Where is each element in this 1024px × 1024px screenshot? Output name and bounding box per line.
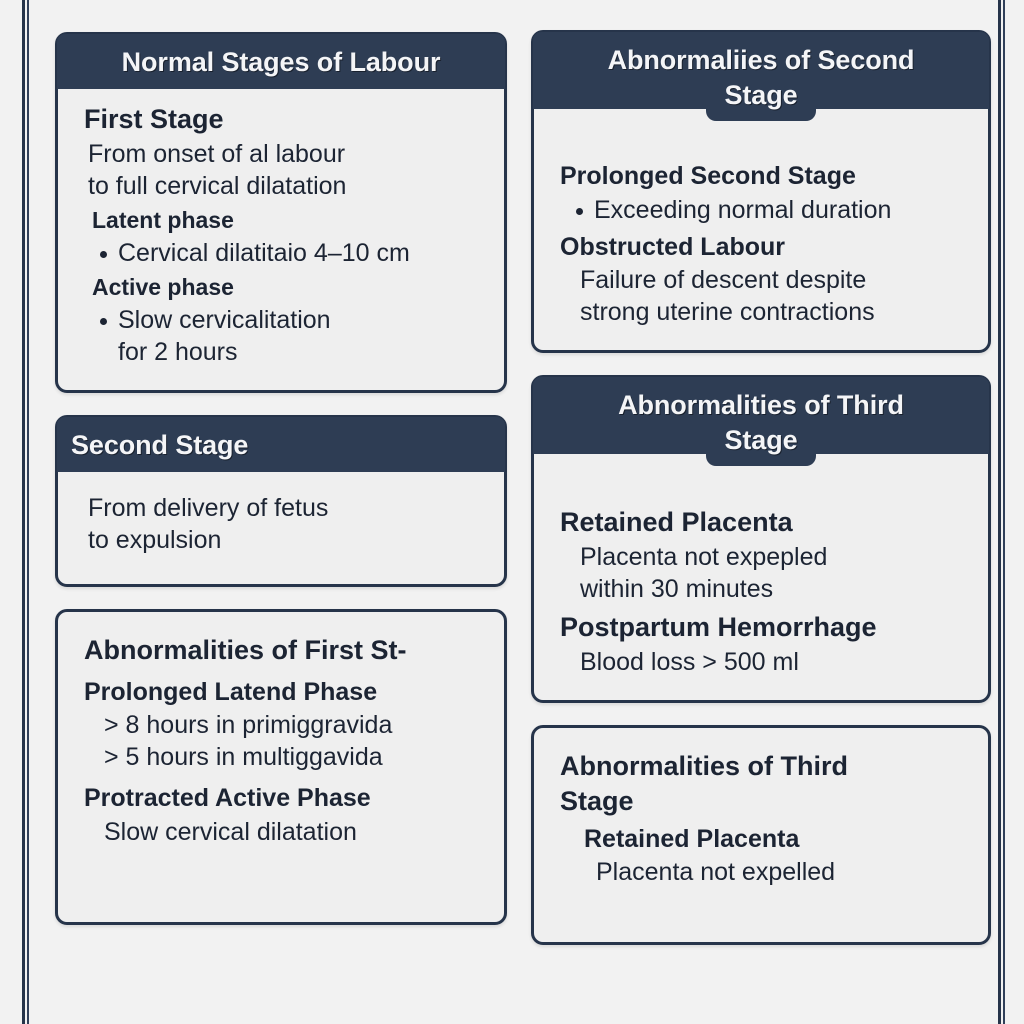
card-body-abnormalities-third-repeat: [534, 728, 988, 904]
latent-phase-bullet-text: Cervical dilatitaio 4–10 cm: [118, 238, 410, 267]
spacer: [550, 328, 972, 334]
obstructed-labour-subtitle: Obstructed Labour: [560, 232, 786, 261]
prolonged-second-stage-bullet: [576, 194, 972, 226]
first-stage-line-2: to full cervical dilatation: [88, 172, 347, 201]
card-header-label: Normal Stages of Labour: [121, 47, 441, 77]
card-body-abnormalities-first: [58, 612, 504, 864]
card-columns: [32, 0, 996, 1024]
active-phase-subtitle: Active phase: [92, 273, 234, 300]
second-stage-line-1: From delivery of fetus: [88, 493, 329, 522]
obstructed-labour-detail-2: strong uterine contractions: [580, 298, 875, 327]
card-second-stage: [55, 415, 507, 587]
bullet-dot-icon: [576, 208, 583, 215]
page-spine-right-rule-2: [1003, 0, 1005, 1024]
active-phase-bullet-text-line-2: for 2 hours: [118, 337, 238, 366]
infographic-sheet: [32, 0, 996, 1024]
prolonged-second-stage-subtitle: Prolonged Second Stage: [560, 162, 856, 191]
protracted-active-detail: Slow cervical dilatation: [104, 817, 357, 846]
card-header-label: Second Stage: [71, 429, 249, 460]
second-stage-line-2: to expulsion: [88, 525, 222, 554]
card-header-label-line-2: Stage: [706, 78, 815, 121]
right-column: [531, 30, 991, 1024]
page-spine-right-rule: [998, 0, 1001, 1024]
card-header-label-line-1: Abnormalities of Third: [618, 390, 904, 421]
retained-placenta-repeat-detail: Placenta not expelled: [596, 858, 836, 887]
card-body-abnormalities-third: [534, 454, 988, 700]
page-spine-left-rule-2: [27, 0, 29, 1024]
protracted-active-phase-subtitle: Protracted Active Phase: [84, 784, 371, 813]
latent-phase-subtitle: Latent phase: [92, 207, 234, 234]
latent-phase-bullet: [100, 237, 488, 269]
card-header-normal-stages: [57, 34, 505, 89]
card-body-second-stage: [58, 472, 504, 584]
bullet-dot-icon: [100, 251, 107, 258]
postpartum-hemorrhage-subtitle: Postpartum Hemorrhage: [560, 612, 877, 643]
abnormalities-first-stage-title: Abnormalities of First St-: [84, 634, 407, 665]
card-header-label-line-1: Abnormaliies of Second: [607, 45, 915, 75]
abnormalities-third-repeat-title-line-2: Stage: [560, 786, 634, 816]
card-body-normal-stages: [58, 89, 504, 389]
retained-placenta-detail-1: Placenta not expepled: [580, 543, 828, 572]
retained-placenta-detail-2: within 30 minutes: [580, 575, 774, 604]
left-column: [55, 32, 507, 1024]
retained-placenta-subtitle: Retained Placenta: [560, 507, 793, 538]
card-abnormalities-of-third-stage-repeat: [531, 725, 991, 945]
card-body-abnormalities-second: [534, 109, 988, 350]
card-header-label-line-2: Stage: [706, 423, 815, 466]
card-header-abnormalities-third: [533, 377, 989, 454]
first-stage-line-1: From onset of al labour: [88, 140, 346, 169]
prolonged-latent-detail-1: > 8 hours in primiggravida: [104, 711, 393, 740]
page-spine-left-rule: [22, 0, 25, 1024]
retained-placenta-repeat-subtitle: Retained Placenta: [584, 824, 800, 853]
spacer: [74, 556, 488, 568]
spacer: [74, 368, 488, 374]
active-phase-bullet-text-line-1: Slow cervicalitation: [118, 305, 331, 334]
first-stage-title: First Stage: [84, 104, 224, 135]
card-abnormalities-of-first-stage: [55, 609, 507, 925]
prolonged-latent-phase-subtitle: Prolonged Latend Phase: [84, 677, 378, 706]
active-phase-bullet: [100, 304, 488, 368]
card-abnormalities-of-second-stage: [531, 30, 991, 353]
card-abnormalities-of-third-stage: [531, 375, 991, 703]
obstructed-labour-detail-1: Failure of descent despite: [580, 266, 867, 295]
postpartum-hemorrhage-detail: Blood loss > 500 ml: [580, 648, 799, 677]
bullet-dot-icon: [100, 318, 107, 325]
abnormalities-third-repeat-title-line-1: Abnormalities of Third: [560, 751, 849, 782]
spacer: [550, 678, 972, 684]
card-header-second-stage: [57, 417, 505, 472]
prolonged-latent-detail-2: > 5 hours in multiggavida: [104, 743, 383, 772]
card-normal-stages-of-labour: [55, 32, 507, 393]
prolonged-second-stage-bullet-text: Exceeding normal duration: [594, 195, 892, 224]
card-header-abnormalities-second: [533, 32, 989, 109]
